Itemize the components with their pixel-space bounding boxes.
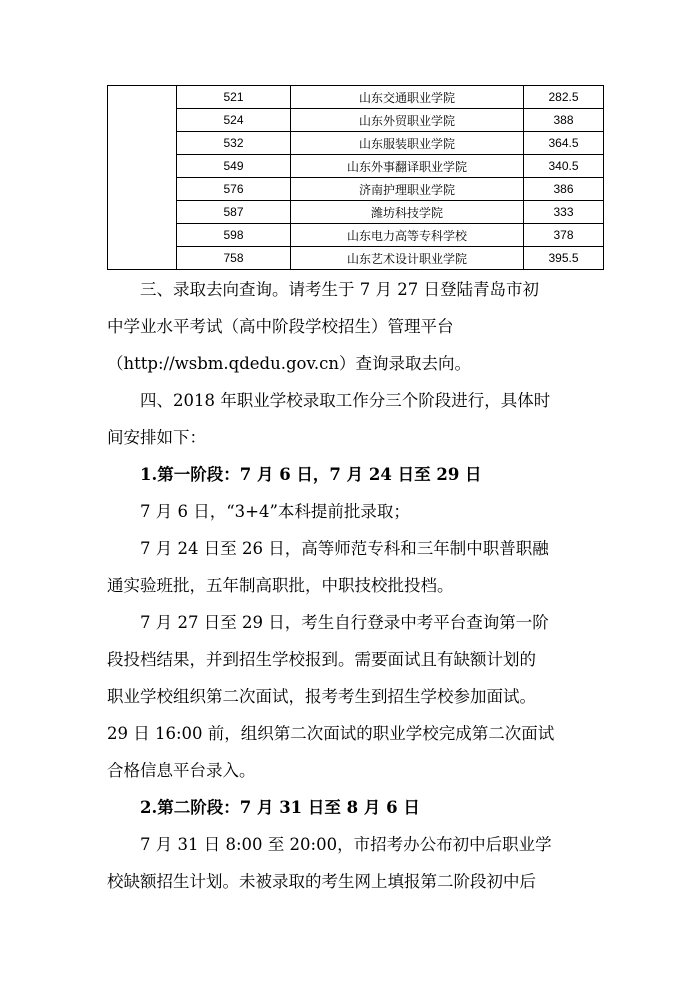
table-row (108, 224, 604, 247)
table-row (108, 178, 604, 201)
admission-score-table (107, 85, 604, 270)
text-line: 间安排如下： (107, 428, 206, 447)
text-line: 段投档结果，并到招生学校报到。需要面试且有缺额计划的 (107, 650, 536, 669)
section-three-paragraph (107, 271, 602, 382)
section-four-paragraph (107, 382, 602, 456)
phase-one-item-c (107, 604, 602, 789)
text-line: 四、2018 年职业学校录取工作分三个阶段进行，具体时 (140, 391, 551, 410)
text-line: 三、录取去向查询。请考生于 7 月 27 日登陆青岛市初 (140, 280, 539, 299)
phase-one-heading (107, 456, 602, 493)
school-name-cell: 山东交通职业学院 (291, 86, 524, 109)
text-line: 7 月 27 日至 29 日，考生自行登录中考平台查询第一阶 (140, 613, 549, 632)
phase-one-item-b (107, 530, 602, 604)
school-code-cell: 576 (177, 178, 291, 201)
score-cell: 333 (524, 201, 604, 224)
school-name-cell: 山东电力高等专科学校 (291, 224, 524, 247)
school-name-cell: 山东艺术设计职业学院 (291, 247, 524, 270)
text-line: 7 月 24 日至 26 日，高等师范专科和三年制中职普职融 (140, 539, 549, 558)
phase-two-item-a (107, 826, 602, 900)
query-url-line: （http://wsbm.qdedu.gov.cn）查询录取去向。 (107, 354, 471, 373)
category-cell (108, 86, 177, 270)
phase-one-item-a (107, 493, 602, 530)
score-cell: 395.5 (524, 247, 604, 270)
school-name-cell: 济南护理职业学院 (291, 178, 524, 201)
text-line: 29 日 16:00 前，组织第二次面试的职业学校完成第二次面试 (107, 724, 555, 743)
school-name-cell: 山东外贸职业学院 (291, 109, 524, 132)
table-row (108, 155, 604, 178)
table-row (108, 201, 604, 224)
score-cell: 282.5 (524, 86, 604, 109)
heading-text: 2.第二阶段：7 月 31 日至 8 月 6 日 (140, 798, 420, 817)
school-code-cell: 598 (177, 224, 291, 247)
school-code-cell: 532 (177, 132, 291, 155)
table-row (108, 132, 604, 155)
school-code-cell: 587 (177, 201, 291, 224)
text-line: 合格信息平台录入。 (107, 761, 256, 780)
school-code-cell: 524 (177, 109, 291, 132)
text-line: 通实验班批，五年制高职批，中职技校批投档。 (107, 576, 454, 595)
school-code-cell: 758 (177, 247, 291, 270)
text-line: 校缺额招生计划。未被录取的考生网上填报第二阶段初中后 (107, 872, 536, 891)
phase-two-heading (107, 789, 602, 826)
text-line: 7 月 31 日 8:00 至 20:00，市招考办公布初中后职业学 (140, 835, 552, 854)
score-cell: 340.5 (524, 155, 604, 178)
school-name-cell: 山东服装职业学院 (291, 132, 524, 155)
table-row (108, 86, 604, 109)
score-cell: 388 (524, 109, 604, 132)
score-cell: 378 (524, 224, 604, 247)
text-line: 7 月 6 日，“3+4”本科提前批录取； (140, 502, 410, 521)
school-name-cell: 山东外事翻译职业学院 (291, 155, 524, 178)
heading-text: 1.第一阶段：7 月 6 日，7 月 24 日至 29 日 (140, 465, 482, 484)
text-line: 职业学校组织第二次面试，报考考生到招生学校参加面试。 (107, 687, 536, 706)
table-row (108, 109, 604, 132)
table-row (108, 247, 604, 270)
school-code-cell: 521 (177, 86, 291, 109)
school-code-cell: 549 (177, 155, 291, 178)
score-cell: 386 (524, 178, 604, 201)
school-name-cell: 潍坊科技学院 (291, 201, 524, 224)
score-cell: 364.5 (524, 132, 604, 155)
text-line: 中学业水平考试（高中阶段学校招生）管理平台 (107, 317, 454, 336)
